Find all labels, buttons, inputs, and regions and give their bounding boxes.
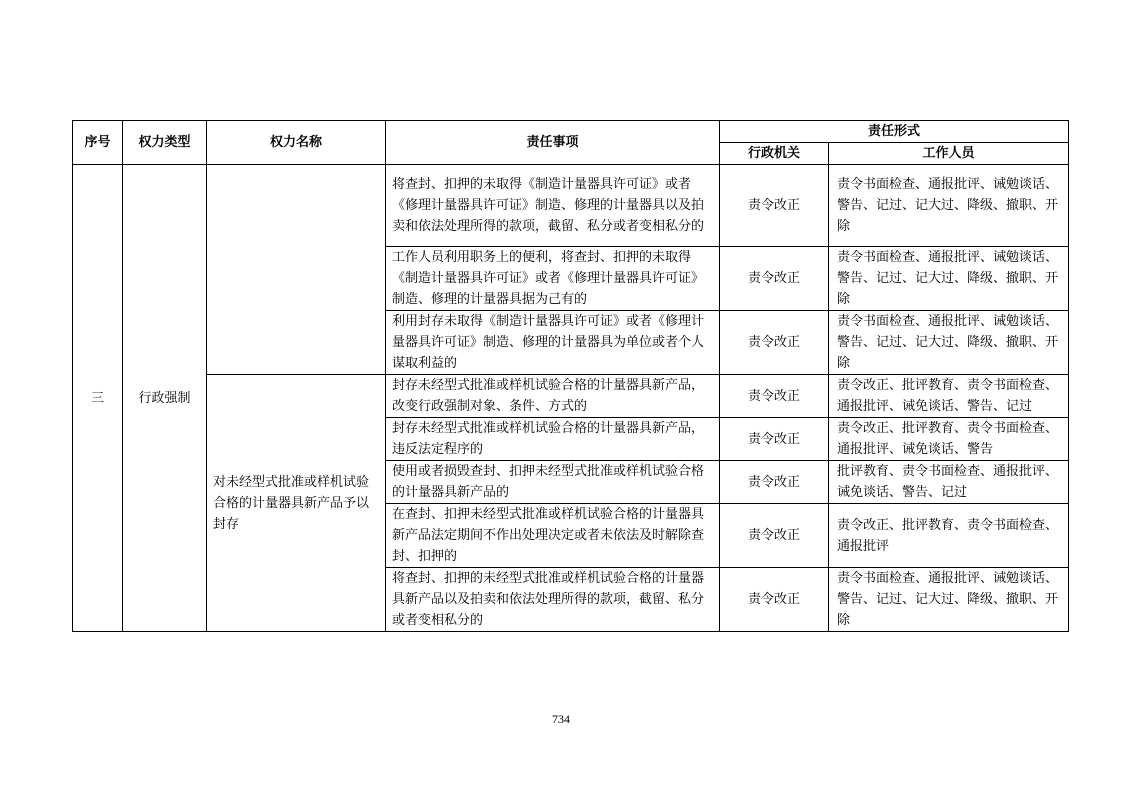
header-responsibility-matter: 责任事项: [386, 121, 720, 165]
header-responsibility-form: 责任形式: [720, 121, 1069, 143]
staff-cell: 责令改正、批评教育、责令书面检查、通报批评、诫免谈话、警告: [829, 418, 1069, 461]
staff-cell: 责令改正、批评教育、责令书面检查、通报批评、诫免谈话、警告、记过: [829, 375, 1069, 418]
staff-cell: 责令书面检查、通报批评、诫勉谈话、警告、记过、记大过、降级、撤职、开除: [829, 165, 1069, 247]
staff-cell: 责令书面检查、通报批评、诫勉谈话、警告、记过、记大过、降级、撤职、开除: [829, 568, 1069, 632]
matter-cell: 工作人员利用职务上的便利，将查封、扣押的未取得《制造计量器具许可证》或者《修理计量器具许可证》制造、修理的计量器具据为己有的: [386, 247, 720, 311]
header-power-name: 权力名称: [207, 121, 386, 165]
org-cell: 责令改正: [720, 165, 829, 247]
staff-cell: 责令书面检查、通报批评、诫勉谈话、警告、记过、记大过、降级、撤职、开除: [829, 311, 1069, 375]
staff-cell: 责令改正、批评教育、责令书面检查、通报批评: [829, 504, 1069, 568]
power-type-cell: 行政强制: [123, 165, 207, 632]
header-staff: 工作人员: [829, 143, 1069, 165]
matter-cell: 封存未经型式批准或样机试验合格的计量器具新产品，违反法定程序的: [386, 418, 720, 461]
header-admin-org: 行政机关: [720, 143, 829, 165]
org-cell: 责令改正: [720, 418, 829, 461]
matter-cell: 使用或者损毁查封、扣押未经型式批准或样机试验合格的计量器具新产品的: [386, 461, 720, 504]
header-power-type: 权力类型: [123, 121, 207, 165]
staff-cell: 批评教育、责令书面检查、通报批评、诫免谈话、警告、记过: [829, 461, 1069, 504]
table-row: [73, 375, 1069, 418]
matter-cell: 封存未经型式批准或样机试验合格的计量器具新产品，改变行政强制对象、条件、方式的: [386, 375, 720, 418]
responsibility-table: [72, 120, 1069, 632]
org-cell: 责令改正: [720, 568, 829, 632]
power-name-cell-blank: [207, 165, 386, 375]
matter-cell: 将查封、扣押的未经型式批准或样机试验合格的计量器具新产品以及拍卖和依法处理所得的款项，截留、私分或者变相私分的: [386, 568, 720, 632]
page-number: 734: [552, 712, 570, 726]
org-cell: 责令改正: [720, 311, 829, 375]
matter-cell: 利用封存未取得《制造计量器具许可证》或者《修理计量器具许可证》制造、修理的计量器具为单位或者个人谋取利益的: [386, 311, 720, 375]
matter-cell: 在查封、扣押未经型式批准或样机试验合格的计量器具新产品法定期间不作出处理决定或者未依法及时解除查封、扣押的: [386, 504, 720, 568]
org-cell: 责令改正: [720, 461, 829, 504]
power-name-cell: 对未经型式批准或样机试验合格的计量器具新产品予以封存: [207, 375, 386, 632]
org-cell: 责令改正: [720, 375, 829, 418]
org-cell: 责令改正: [720, 247, 829, 311]
staff-cell: 责令书面检查、通报批评、诫勉谈话、警告、记过、记大过、降级、撤职、开除: [829, 247, 1069, 311]
matter-cell: 将查封、扣押的未取得《制造计量器具许可证》或者《修理计量器具许可证》制造、修理的计量器具以及拍卖和依法处理所得的款项，截留、私分或者变相私分的: [386, 165, 720, 247]
org-cell: 责令改正: [720, 504, 829, 568]
seq-cell: 三: [73, 165, 123, 632]
table-row: [73, 165, 1069, 247]
header-seq: 序号: [73, 121, 123, 165]
